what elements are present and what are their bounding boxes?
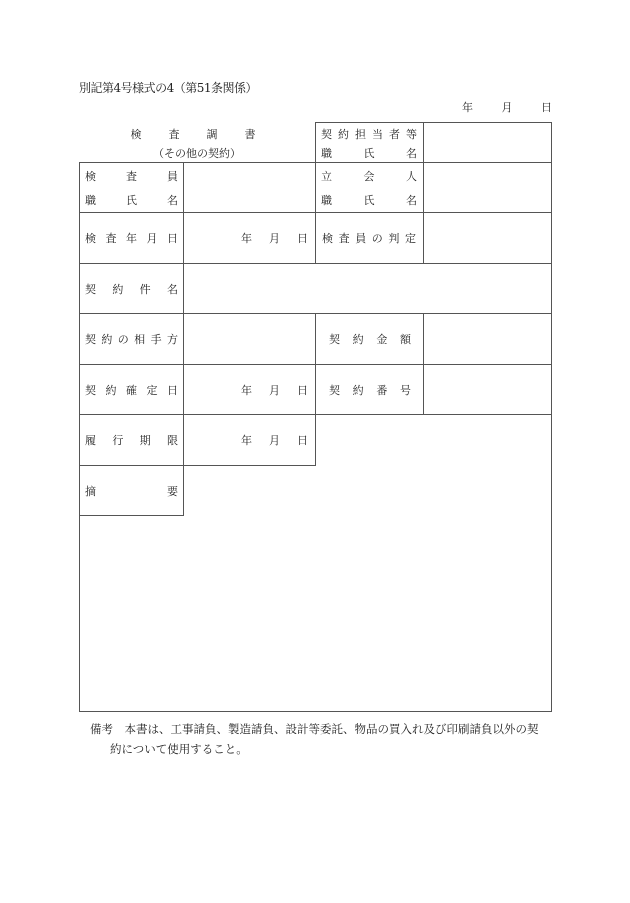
- contract-confirmed-date-field[interactable]: 年 月 日: [241, 383, 308, 397]
- inspector-judgment-label: 検 査 員 の 判 定: [322, 232, 416, 245]
- title-text: 検 査 調 書: [130, 127, 264, 141]
- contract-amount-label: 契 約 金 額: [329, 333, 411, 346]
- inspection-date-label: 検 査 年 月 日: [85, 232, 178, 245]
- month-label: 月: [501, 101, 513, 114]
- contractor-label: 契 約 の 相 手 方: [85, 333, 178, 346]
- witness-field[interactable]: [424, 163, 551, 212]
- inspector-label: 検 査 員 職 氏 名: [85, 169, 178, 207]
- remarks-note: [90, 719, 555, 759]
- inspection-date-field[interactable]: 年 月 日: [241, 232, 308, 245]
- contract-amount-field[interactable]: [424, 314, 551, 364]
- remarks-line-1: 備考 本書は、工事請負、製造請負、設計等委託、物品の買入れ及び印刷請負以外の契: [90, 722, 539, 736]
- contract-officer-label: 契 約 担 当 者 等 職 氏 名: [321, 127, 417, 160]
- year-label: 年: [462, 101, 473, 114]
- remarks-line-2: 約について使用すること。: [110, 742, 248, 756]
- contractor-field[interactable]: [184, 314, 315, 364]
- contract-name-field[interactable]: [184, 264, 551, 313]
- contract-confirmed-date-label: 契 約 確 定 日: [85, 383, 178, 397]
- contract-number-field[interactable]: [424, 365, 551, 414]
- contract-number-label: 契 約 番 号: [329, 383, 411, 397]
- document-date: [462, 99, 552, 115]
- inspector-field[interactable]: [184, 163, 315, 212]
- performance-deadline-field[interactable]: 年 月 日: [241, 434, 308, 447]
- witness-label: 立 会 人 職 氏 名: [321, 169, 417, 207]
- form-reference: 別記第4号様式の4（第51条関係）: [79, 81, 258, 95]
- performance-deadline-label: 履 行 期 限: [85, 434, 178, 447]
- form-title: [79, 124, 315, 162]
- day-label: 日: [541, 101, 552, 114]
- summary-field[interactable]: [80, 516, 551, 711]
- summary-label: 摘 要: [85, 484, 178, 498]
- contract-name-label: 契 約 件 名: [85, 282, 178, 296]
- contract-officer-field[interactable]: [424, 123, 551, 162]
- inspector-judgment-field[interactable]: [424, 213, 551, 263]
- subtitle-text: （その他の契約）: [153, 146, 241, 160]
